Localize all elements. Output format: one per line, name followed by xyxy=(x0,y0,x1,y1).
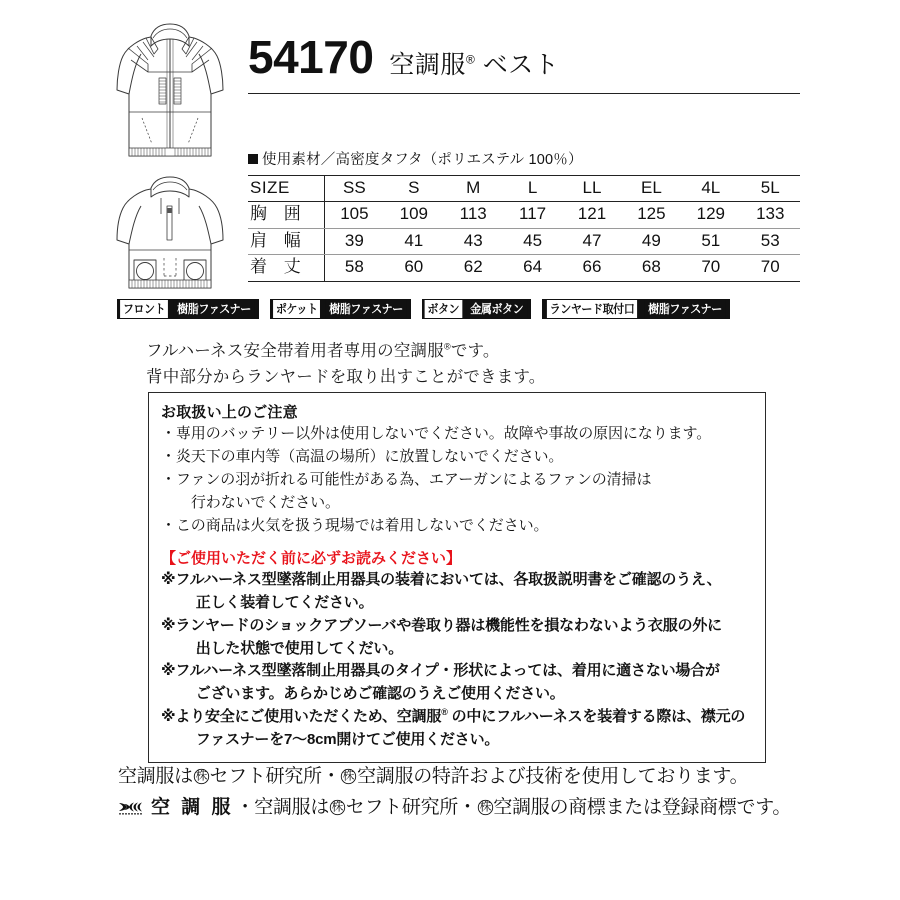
caution-bullet-list xyxy=(161,423,755,538)
bullet-square-icon xyxy=(248,154,258,164)
measurement-value: 68 xyxy=(622,255,681,281)
bullet-text-continued: 行わないでください。 xyxy=(176,493,340,511)
vest-back-illustration xyxy=(104,172,236,298)
footer-legal xyxy=(118,762,818,824)
measurement-value: 129 xyxy=(681,202,740,228)
patent-notice-line xyxy=(118,762,818,793)
trademark-text-a: ・空調服は xyxy=(235,796,330,818)
product-description xyxy=(146,338,545,390)
list-item xyxy=(161,660,755,706)
feature-badge-front xyxy=(117,299,259,319)
patent-text-c: 空調服の特許および技術を使用しております。 xyxy=(357,766,749,787)
measurement-value: 39 xyxy=(324,228,384,254)
kuchofuku-logo-text: 空 調 服 xyxy=(151,796,234,818)
size-column-header: LL xyxy=(562,176,621,202)
measurement-value: 109 xyxy=(384,202,443,228)
measurement-value: 43 xyxy=(444,228,503,254)
badge-value: 樹脂ファスナー xyxy=(326,300,407,318)
vest-front-illustration xyxy=(104,16,236,166)
bullet-text: ・炎天下の車内等（高温の場所）に放置しないでください。 xyxy=(161,447,564,465)
registered-trademark-mark: ® xyxy=(465,52,476,67)
list-item xyxy=(161,569,755,615)
measurement-value: 62 xyxy=(444,255,503,281)
measurement-label: 胸 囲 xyxy=(248,202,324,228)
measurement-value: 70 xyxy=(741,255,801,281)
description-line-1-a: フルハーネス安全帯着用者専用の空調服 xyxy=(146,342,444,360)
measurement-value: 41 xyxy=(384,228,443,254)
feature-badge-lanyard-opening xyxy=(542,299,730,319)
usage-notes-list xyxy=(161,569,755,753)
measurement-value: 58 xyxy=(324,255,384,281)
badge-key: ボタン xyxy=(425,300,462,318)
illustration-column xyxy=(104,16,236,298)
corporation-mark-icon: 株 xyxy=(479,799,491,814)
badge-key: ポケット xyxy=(273,300,320,318)
list-item xyxy=(161,515,755,538)
measurement-value: 64 xyxy=(503,255,562,281)
measurement-value: 113 xyxy=(444,202,503,228)
product-title xyxy=(389,45,559,81)
measurement-value: 70 xyxy=(681,255,740,281)
list-item xyxy=(161,469,755,515)
registered-trademark-mark: ® xyxy=(441,707,448,718)
note-text-continued: ございます。あらかじめご確認のうえご使用ください。 xyxy=(181,685,565,703)
caution-title: お取扱い上のご注意 xyxy=(161,404,298,421)
size-column-header: M xyxy=(444,176,503,202)
page-header xyxy=(248,31,800,94)
description-line-1 xyxy=(146,338,545,364)
table-row xyxy=(248,228,800,254)
patent-text-a: 空調服は xyxy=(118,766,193,787)
measurement-label: 肩 幅 xyxy=(248,228,324,254)
size-table-corner-label: SIZE xyxy=(248,176,324,202)
size-table-header-row xyxy=(248,176,800,202)
measurement-value: 121 xyxy=(562,202,621,228)
measurement-label: 着 丈 xyxy=(248,255,324,281)
size-column-header: EL xyxy=(622,176,681,202)
size-column-header: L xyxy=(503,176,562,202)
caution-box xyxy=(148,392,766,763)
description-line-1-b: です。 xyxy=(450,342,500,360)
bullet-text: ・専用のバッテリー以外は使用しないでください。故障や事故の原因になります。 xyxy=(161,425,712,442)
measurement-value: 133 xyxy=(741,202,801,228)
badge-value: 金属ボタン xyxy=(467,300,527,318)
note-text: ※フルハーネス型墜落制止用器具のタイプ・形状によっては、着用に適さない場合が xyxy=(161,662,720,680)
table-row xyxy=(248,202,800,228)
note-text-continued: 出した状態で使用してくだい。 xyxy=(181,639,404,657)
note-text-a: ※より安全にご使用いただくため、空調服 xyxy=(161,708,442,726)
feature-badge-list xyxy=(117,299,730,319)
measurement-value: 49 xyxy=(622,228,681,254)
list-item xyxy=(161,706,755,752)
measurement-value: 117 xyxy=(503,202,562,228)
read-before-use-heading: 【ご使用いただく前に必ずお読みください】 xyxy=(161,549,462,567)
measurement-value: 51 xyxy=(681,228,740,254)
material-text: 使用素材／高密度タフタ（ポリエステル 100％） xyxy=(262,152,583,168)
badge-key: ランヤード取付口 xyxy=(546,300,636,318)
table-row xyxy=(248,255,800,281)
size-column-header: 5L xyxy=(741,176,801,202)
measurement-value: 53 xyxy=(741,228,801,254)
wind-swoosh-icon xyxy=(118,800,148,816)
airflow-logo-icon xyxy=(118,800,148,816)
trademark-text-b: セフト研究所・ xyxy=(345,796,477,818)
badge-key: フロント xyxy=(120,300,168,318)
list-item xyxy=(161,423,755,446)
trademark-notice-line xyxy=(118,793,818,824)
list-item xyxy=(161,615,755,661)
product-name-text: 空調服 xyxy=(389,51,466,79)
model-number: 54170 xyxy=(248,31,374,83)
badge-value: 樹脂ファスナー xyxy=(644,300,725,318)
size-table xyxy=(248,175,800,282)
product-type-text: ベスト xyxy=(482,51,560,79)
corporation-mark-icon: 株 xyxy=(195,768,207,783)
trademark-text-c: 空調服の商標または登録商標です。 xyxy=(493,796,792,818)
registered-trademark-mark: ® xyxy=(443,341,451,352)
size-column-header: S xyxy=(384,176,443,202)
measurement-value: 45 xyxy=(503,228,562,254)
measurement-value: 125 xyxy=(622,202,681,228)
bullet-text: ・この商品は火気を扱う現場では着用しないでください。 xyxy=(161,516,549,534)
corporation-mark-icon: 株 xyxy=(331,799,344,814)
bullet-text: ・ファンの羽が折れる可能性がある為、エアーガンによるファンの清掃は xyxy=(161,470,652,488)
patent-text-b: セフト研究所・ xyxy=(209,766,341,787)
size-column-header: SS xyxy=(324,176,384,202)
note-text-continued: 正しく装着してください。 xyxy=(181,593,374,611)
measurement-value: 66 xyxy=(562,255,621,281)
size-column-header: 4L xyxy=(681,176,740,202)
description-line-2: 背中部分からランヤードを取り出すことができます。 xyxy=(146,368,546,387)
corporation-mark-icon: 株 xyxy=(343,768,355,783)
note-text: ※フルハーネス型墜落制止用器具の装着においては、各取扱説明書をご確認のうえ、 xyxy=(161,570,722,588)
measurement-value: 47 xyxy=(562,228,621,254)
note-text-b: の中にフルハーネスを装着する際は、襟元の xyxy=(447,708,746,726)
header-divider xyxy=(248,93,800,94)
badge-value: 樹脂ファスナー xyxy=(174,300,255,318)
note-text: ※ランヤードのショックアブソーバや巻取り器は機能性を損なわないよう衣服の外に xyxy=(161,616,722,634)
feature-badge-button xyxy=(422,299,530,319)
feature-badge-pocket xyxy=(270,299,411,319)
list-item xyxy=(161,446,755,469)
title-row xyxy=(248,31,800,83)
material-note xyxy=(248,148,583,169)
measurement-value: 60 xyxy=(384,255,443,281)
measurement-value: 105 xyxy=(324,202,384,228)
note-text-continued: ファスナーを7〜8cm開けてご使用ください。 xyxy=(181,731,500,749)
